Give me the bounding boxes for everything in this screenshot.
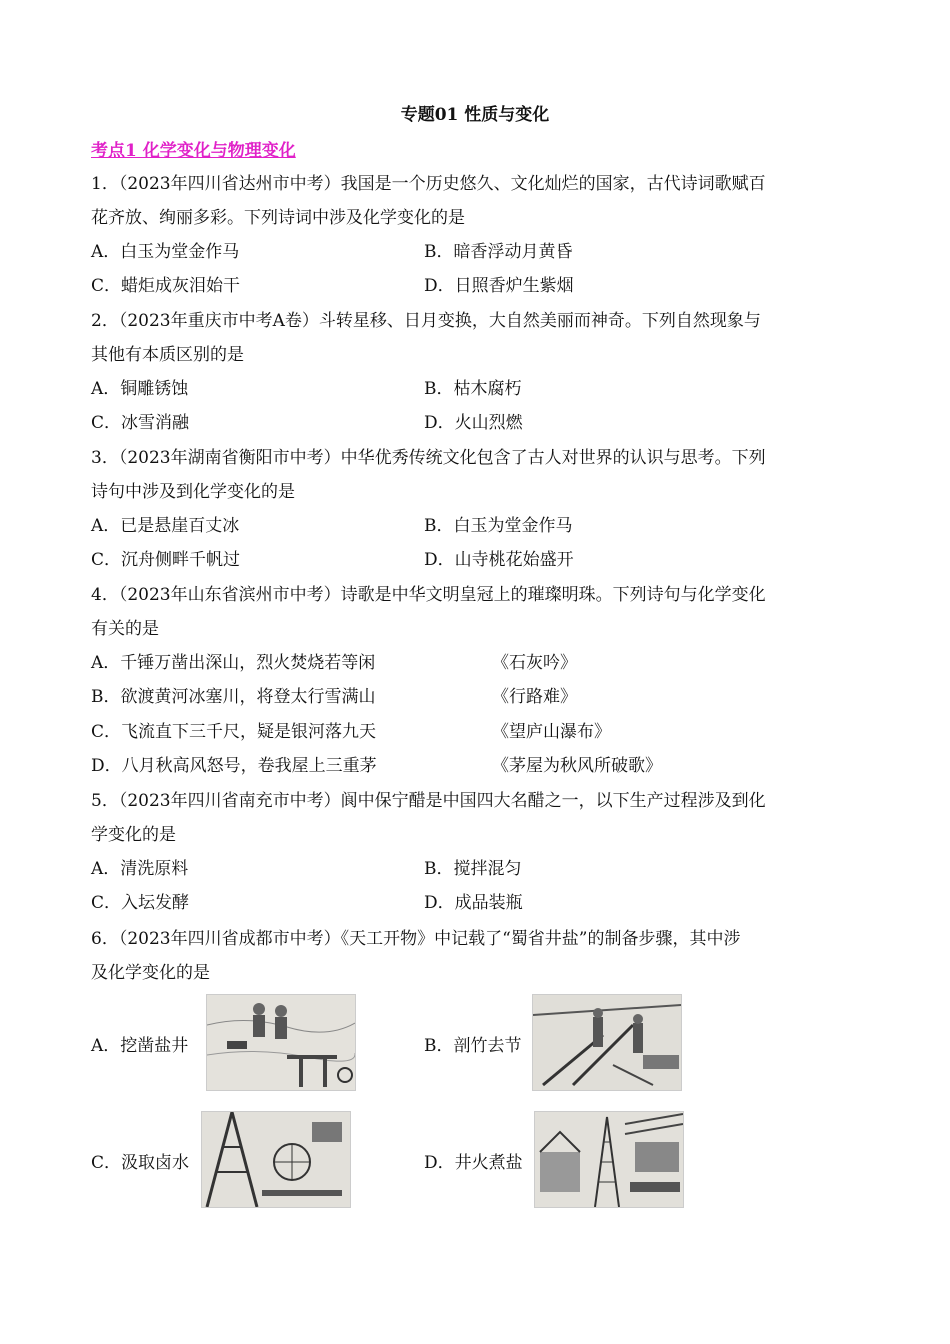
q1-option-b: B．暗香浮动月黄昏 (424, 242, 573, 262)
q2-stem-cont: 其他有本质区别的是 (91, 345, 244, 365)
q4-option-c: C．飞流直下三千尺，疑是银河落九天 (91, 722, 377, 742)
q2-option-b: B．枯木腐朽 (424, 379, 522, 399)
q5-option-d: D．成品装瓶 (424, 893, 523, 913)
q3-option-c: C．沉舟侧畔千帆过 (91, 550, 241, 570)
q2-option-c: C．冰雪消融 (91, 413, 190, 433)
q2-option-d: D．火山烈燃 (424, 413, 523, 433)
q3-option-d: D．山寺桃花始盛开 (424, 550, 574, 570)
q5-stem: 5．（2023年四川省南充市中考）阆中保宁醋是中国四大名醋之一，以下生产过程涉及到化 (91, 791, 766, 811)
q5-option-b: B．搅拌混匀 (424, 859, 522, 879)
q6-stem-cont: 及化学变化的是 (91, 963, 210, 983)
q6-option-a: A．挖凿盐井 (91, 1036, 189, 1056)
q1-stem-cont: 花齐放、绚丽多彩。下列诗词中涉及化学变化的是 (91, 208, 465, 228)
q4-option-d-source: 《茅屋为秋风所破歌》 (492, 756, 662, 776)
section-heading: 考点1 化学变化与物理变化 (91, 141, 296, 161)
q6-image-d (534, 1111, 684, 1208)
q3-stem: 3．（2023年湖南省衡阳市中考）中华优秀传统文化包含了古人对世界的认识与思考。下列 (91, 448, 766, 468)
q3-option-b: B．白玉为堂金作马 (424, 516, 573, 536)
q4-option-b: B．欲渡黄河冰塞川，将登太行雪满山 (91, 687, 376, 707)
q4-option-a-source: 《石灰吟》 (492, 653, 577, 673)
q6-image-c (201, 1111, 351, 1208)
q4-stem-cont: 有关的是 (91, 619, 159, 639)
q4-stem: 4．（2023年山东省滨州市中考）诗歌是中华文明皇冠上的璀璨明珠。下列诗句与化学变化 (91, 585, 766, 605)
q4-option-d: D．八月秋高风怒号，卷我屋上三重茅 (91, 756, 377, 776)
q4-option-c-source: 《望庐山瀑布》 (492, 722, 611, 742)
q6-image-b (532, 994, 682, 1091)
q5-option-a: A．清洗原料 (91, 859, 189, 879)
q6-option-b: B．剖竹去节 (424, 1036, 522, 1056)
q5-stem-cont: 学变化的是 (91, 825, 176, 845)
q3-option-a: A．已是悬崖百丈冰 (91, 516, 240, 536)
q6-stem: 6．（2023年四川省成都市中考）《天工开物》中记载了“蜀省井盐”的制备步骤，其中涉 (91, 929, 741, 949)
q6-option-c: C．汲取卤水 (91, 1153, 190, 1173)
q2-option-a: A．铜雕锈蚀 (91, 379, 189, 399)
q1-option-a: A．白玉为堂金作马 (91, 242, 240, 262)
q3-stem-cont: 诗句中涉及到化学变化的是 (91, 482, 295, 502)
q4-option-a: A．千锤万凿出深山，烈火焚烧若等闲 (91, 653, 376, 673)
q1-option-c: C．蜡炬成灰泪始干 (91, 276, 241, 296)
q5-option-c: C．入坛发酵 (91, 893, 190, 913)
q2-stem: 2．（2023年重庆市中考A卷）斗转星移、日月变换，大自然美丽而神奇。下列自然现象与 (91, 311, 761, 331)
q1-stem: 1．（2023年四川省达州市中考）我国是一个历史悠久、文化灿烂的国家，古代诗词歌赋百 (91, 174, 766, 194)
page-title: 专题01 性质与变化 (400, 105, 550, 125)
q6-image-a (206, 994, 356, 1091)
q4-option-b-source: 《行路难》 (492, 687, 577, 707)
q6-option-d: D．井火煮盐 (424, 1153, 523, 1173)
q1-option-d: D．日照香炉生紫烟 (424, 276, 574, 296)
